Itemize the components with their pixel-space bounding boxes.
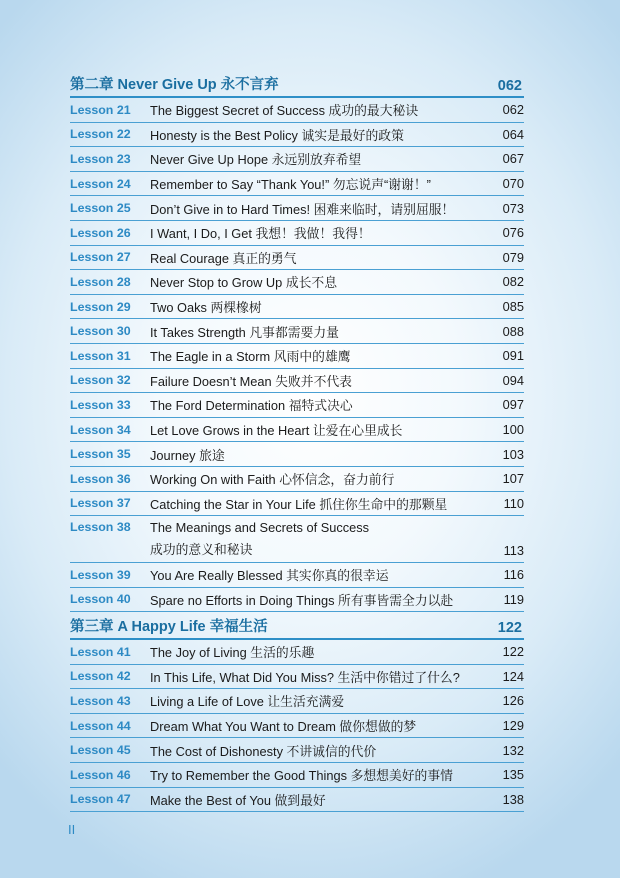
lesson-label: Lesson 35	[70, 447, 131, 462]
chapter-heading[interactable]	[70, 72, 524, 98]
lesson-label: Lesson 30	[70, 324, 131, 339]
toc-row[interactable]	[70, 98, 524, 123]
lesson-label: Lesson 29	[70, 299, 131, 314]
lesson-title: The Cost of Dishonesty 不讲诚信的代价	[150, 743, 377, 759]
lesson-title: I Want, I Do, I Get 我想！我做！我得！	[150, 226, 371, 242]
lesson-label: Lesson 40	[70, 592, 131, 607]
lesson-label: Lesson 41	[70, 644, 131, 659]
toc-row[interactable]	[70, 295, 524, 320]
chapter-3-section	[70, 614, 524, 812]
toc-row[interactable]	[70, 442, 524, 467]
lesson-page: 070	[502, 176, 524, 192]
lesson-title: Spare no Efforts in Doing Things 所有事皆需全力以赴	[150, 592, 454, 608]
chapter-page: 062	[497, 78, 522, 94]
lesson-label: Lesson 43	[70, 693, 131, 708]
lesson-title: Never Stop to Grow Up 成长不息	[150, 275, 338, 291]
lesson-title-line: 成功的意义和秘诀	[150, 542, 253, 558]
lesson-title: Failure Doesn’t Mean 失败并不代表	[150, 373, 352, 389]
lesson-page: 085	[502, 299, 524, 315]
lesson-title: Never Give Up Hope 永远别放弃希望	[150, 152, 362, 168]
lesson-page: 113	[503, 543, 524, 559]
lesson-label: Lesson 28	[70, 274, 131, 289]
toc-row[interactable]	[70, 221, 524, 246]
toc-row[interactable]	[70, 563, 524, 588]
lesson-page: 124	[502, 668, 524, 684]
lesson-label: Lesson 47	[70, 792, 131, 807]
lesson-title: Make the Best of You 做到最好	[150, 792, 326, 808]
lesson-title: Honesty is the Best Policy 诚实是最好的政策	[150, 127, 404, 143]
toc-row[interactable]	[70, 369, 524, 394]
toc-row[interactable]	[70, 714, 524, 739]
toc-row[interactable]	[70, 344, 524, 369]
lesson-title	[150, 516, 494, 562]
chapter-page: 122	[497, 620, 522, 636]
lesson-label: Lesson 27	[70, 250, 131, 265]
lesson-title: Journey 旅途	[150, 447, 225, 463]
lesson-title: It Takes Strength 凡事都需要力量	[150, 324, 339, 340]
chapter-heading[interactable]	[70, 614, 524, 640]
lesson-title: Living a Life of Love 让生活充满爱	[150, 694, 345, 710]
lesson-title: Catching the Star in Your Life 抓住你生命中的那颗星	[150, 496, 448, 512]
lesson-page: 094	[502, 372, 524, 388]
lesson-page: 116	[503, 567, 524, 583]
lesson-label: Lesson 25	[70, 201, 131, 216]
lesson-title-line: The Meanings and Secrets of Success	[150, 520, 370, 536]
toc-row[interactable]	[70, 196, 524, 221]
lesson-label: Lesson 34	[70, 422, 131, 437]
lesson-list	[70, 98, 524, 612]
lesson-title: The Joy of Living 生活的乐趣	[150, 645, 315, 661]
lesson-title: Two Oaks 两棵橡树	[150, 300, 262, 316]
lesson-title: In This Life, What Did You Miss? 生活中你错过了什么?	[150, 669, 460, 685]
lesson-title: The Biggest Secret of Success 成功的最大秘诀	[150, 103, 419, 119]
toc-row[interactable]	[70, 492, 524, 517]
lesson-page: 129	[502, 718, 524, 734]
lesson-page: 076	[502, 225, 524, 241]
lesson-label: Lesson 22	[70, 127, 131, 142]
toc-row[interactable]	[70, 738, 524, 763]
lesson-page: 138	[502, 791, 524, 807]
toc-row[interactable]	[70, 270, 524, 295]
toc-row[interactable]	[70, 147, 524, 172]
chapter-2-section	[70, 72, 524, 612]
lesson-page: 110	[503, 495, 524, 511]
lesson-label: Lesson 37	[70, 496, 131, 511]
toc-row[interactable]	[70, 418, 524, 443]
lesson-label: Lesson 23	[70, 151, 131, 166]
lesson-page: 067	[502, 151, 524, 167]
lesson-page: 079	[502, 249, 524, 265]
lesson-title: The Ford Determination 福特式决心	[150, 398, 353, 414]
lesson-label: Lesson 46	[70, 767, 131, 782]
lesson-title: Dream What You Want to Dream 做你想做的梦	[150, 719, 417, 735]
lesson-title: Real Courage 真正的勇气	[150, 250, 297, 266]
lesson-title: Let Love Grows in the Heart 让爱在心里成长	[150, 423, 403, 439]
toc-row[interactable]	[70, 588, 524, 613]
lesson-label: Lesson 42	[70, 669, 131, 684]
lesson-page: 132	[502, 742, 524, 758]
lesson-label: Lesson 44	[70, 718, 131, 733]
lesson-title: Remember to Say “Thank You!” 勿忘说声“谢谢！”	[150, 177, 431, 193]
toc-row[interactable]	[70, 393, 524, 418]
toc-row[interactable]	[70, 467, 524, 492]
chapter-title: 第二章 Never Give Up 永不言弃	[70, 77, 279, 93]
toc-row[interactable]	[70, 788, 524, 813]
lesson-page: 119	[503, 591, 524, 607]
toc-row[interactable]	[70, 319, 524, 344]
toc-row[interactable]	[70, 640, 524, 665]
lesson-page: 088	[502, 323, 524, 339]
lesson-page: 062	[502, 102, 524, 118]
lesson-page: 097	[502, 397, 524, 413]
lesson-list	[70, 640, 524, 812]
lesson-label: Lesson 33	[70, 397, 131, 412]
lesson-title: Don’t Give in to Hard Times! 困难来临时，请别屈服！	[150, 201, 455, 217]
lesson-label: Lesson 24	[70, 176, 131, 191]
lesson-page: 126	[502, 693, 524, 709]
toc-row[interactable]	[70, 172, 524, 197]
page-number: II	[68, 822, 76, 837]
lesson-label: Lesson 36	[70, 471, 131, 486]
toc-row[interactable]	[70, 689, 524, 714]
lesson-label: Lesson 45	[70, 743, 131, 758]
toc-row[interactable]	[70, 246, 524, 271]
toc-row[interactable]	[70, 123, 524, 148]
lesson-label: Lesson 31	[70, 348, 131, 363]
lesson-label: Lesson 32	[70, 373, 131, 388]
lesson-label: Lesson 39	[70, 567, 131, 582]
lesson-title: You Are Really Blessed 其实你真的很幸运	[150, 568, 389, 584]
toc-row[interactable]	[70, 665, 524, 690]
chapter-title: 第三章 A Happy Life 幸福生活	[70, 619, 268, 635]
lesson-page: 064	[502, 126, 524, 142]
lesson-title: The Eagle in a Storm 风雨中的雄鹰	[150, 349, 351, 365]
lesson-label: Lesson 38	[70, 520, 131, 535]
lesson-label: Lesson 26	[70, 225, 131, 240]
lesson-page: 073	[502, 200, 524, 216]
toc-row[interactable]	[70, 763, 524, 788]
lesson-page: 100	[502, 422, 524, 438]
lesson-page: 135	[502, 767, 524, 783]
lesson-page: 091	[502, 348, 524, 364]
toc-row[interactable]	[70, 516, 524, 563]
lesson-page: 082	[502, 274, 524, 290]
lesson-label: Lesson 21	[70, 102, 131, 117]
lesson-title: Try to Remember the Good Things 多想想美好的事情	[150, 768, 453, 784]
lesson-title: Working On with Faith 心怀信念，奋力前行	[150, 472, 395, 488]
lesson-page: 103	[502, 446, 524, 462]
lesson-page: 107	[502, 471, 524, 487]
lesson-page: 122	[502, 644, 524, 660]
